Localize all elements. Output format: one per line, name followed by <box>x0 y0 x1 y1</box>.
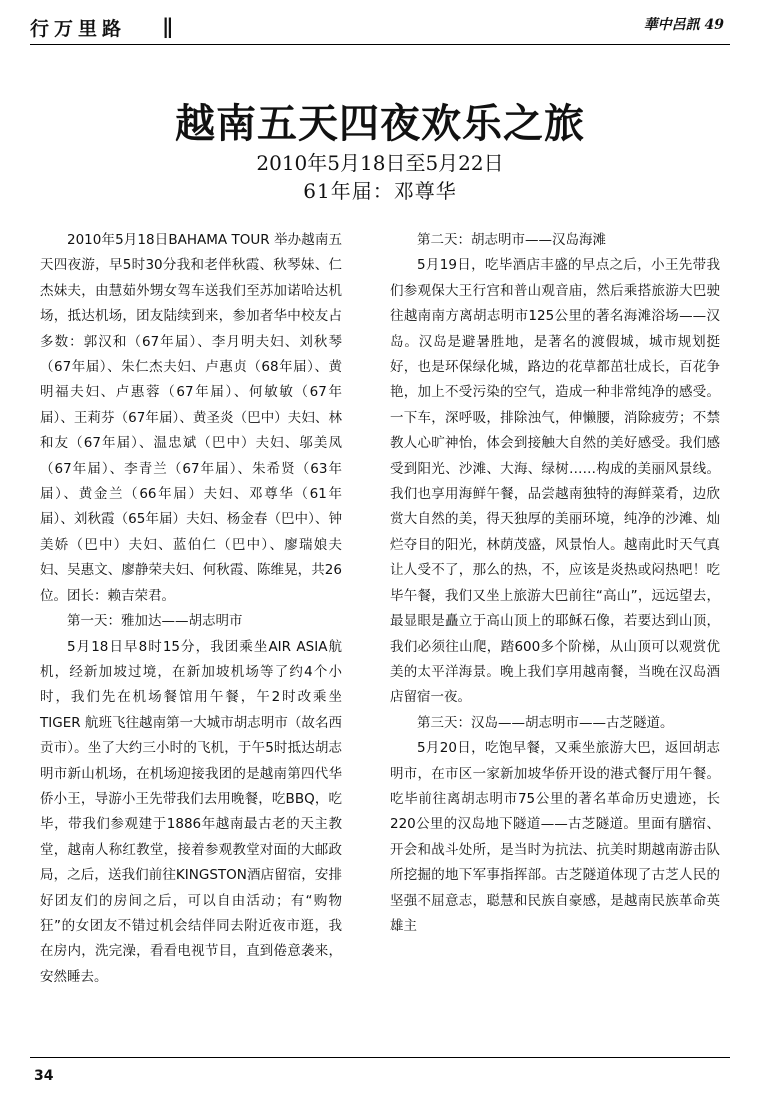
magazine-logo: 華中呂訊 <box>643 17 700 33</box>
article-author: 61年届：邓尊华 <box>303 179 457 203</box>
header-section-title: 行万里路 <box>30 18 127 40</box>
header-magazine-page <box>644 14 724 34</box>
left-column <box>40 228 342 990</box>
paragraph: 5月20日，吃饱早餐，又乘坐旅游大巴，返回胡志明市，在市区一家新加坡华侨开设的港式餐厅用午餐。吃毕前往离胡志明市75公里的著名革命历史遗迹，长220公里的汉岛地下隧道——古芝隧道。里面有膳宿、开会和战斗处所，是当时为抗法、抗美时期越南游击队所挖掘的地下军事指挥部。古芝隧道体现了古芝人民的坚强不屈意志，聪慧和民族自豪感，是越南民族革命英雄主 <box>390 740 720 934</box>
header-page-number: 49 <box>704 17 724 33</box>
header-rule <box>30 44 730 45</box>
section-heading: 第一天：雅加达——胡志明市 <box>67 613 243 630</box>
footer-page-number: 34 <box>34 1068 54 1084</box>
footer-rule <box>30 1057 730 1058</box>
article-date: 2010年5月18日至5月22日 <box>256 151 504 175</box>
right-column <box>390 228 720 939</box>
article-title: 越南五天四夜欢乐之旅 <box>175 100 585 147</box>
paragraph: 5月19日，吃毕酒店丰盛的早点之后，小王先带我们参观保大王行宫和普山观音庙，然后乘搭旅游大巴驶往越南南方离胡志明市125公里的著名海滩浴场——汉岛。汉岛是避暑胜地，是著名的渡假城，城市规划挺好，也是环保绿化城，路边的花草都茁壮成长，百花争艳，加上不受污染的空气，造成一种非常纯净的感受。一下车，深呼吸，排除浊气，伸懒腰，消除疲劳；不禁教人心旷神怡，体会到接触大自然的美好感受。我们感受到阳光、沙滩、大海、绿树……构成的美丽风景线。我们也享用海鲜午餐，品尝越南独特的海鲜菜肴，边欣赏大自然的美，得天独厚的美丽环境，纯净的沙滩、灿烂夺目的阳光，林荫茂盛，风景怡人。越南此时天气真让人受不了，那么的热，不，应该是炎热或闷热吧！吃毕午餐，我们又坐上旅游大巴前往“高山”，远远望去，最显眼是矗立于高山顶上的耶稣石像，若要达到山顶，我们必须往山爬，踏600多个阶梯，从山顶可以观赏优美的太平洋海景。晚上我们享用越南餐，当晚在汉岛酒店留宿一夜。 <box>390 257 720 706</box>
header-divider-bars: || <box>162 14 171 38</box>
section-heading: 第二天：胡志明市——汉岛海滩 <box>417 232 606 248</box>
section-heading: 第三天：汉岛——胡志明市——古芝隧道。 <box>417 714 674 731</box>
paragraph: 5月18日早8时15分，我团乘坐AIR ASIA航机，经新加坡过境，在新加坡机场等了约4个小时，我们先在机场餐馆用午餐，午2时改乘坐TIGER 航班飞往越南第一大城市胡志明市（故名西贡市）。坐了大约三小时的飞机，于午5时抵达胡志明市新山机场，在机场迎接我团的是越南第四代华侨小王，导游小王先带我们去用晚餐，吃BBQ，吃毕，带我们参观建于1886年越南最古老的天主教堂，越南人称红教堂，接着参观教堂对面的大邮政局，之后，送我们前往KINGSTON酒店留宿，安排好团友们的房间之后，可以自由活动；有“购物狂”的女团友不错过机会结伴同去附近夜市逛，我在房内，洗完澡，看看电视节目，直到倦意袭来，安然睡去。 <box>40 638 342 985</box>
paragraph: 2010年5月18日BAHAMA TOUR 举办越南五天四夜游，早5时30分我和老伴秋霞、秋琴妹、仁杰妹夫，由慧茹外甥女驾车送我们至苏加诺哈达机场，抵达机场，团友陆续到来，参加者华中校友占多数：郭汉和（67年届）、李月明夫妇、刘秋琴（67年届）、朱仁杰夫妇、卢惠贞（68年届）、黄明福夫妇、卢惠蓉（67年届）、何敏敏（67年届）、王莉芬（67年届）、黄圣炎（巴中）夫妇、林和友（67年届）、温忠斌（巴中）夫妇、邬美凤（67年届）、李青兰（67年届）、朱希贤（63年届）、黄金兰（66年届）夫妇、邓尊华（61年届）、刘秋霞（65年届）夫妇、杨金春（巴中）、钟美娇（巴中）夫妇、蓝伯仁（巴中）、廖瑞娘夫妇、吴惠文、廖静荣夫妇、何秋霞、陈维晃，共26位。团长：赖吉荣君。 <box>40 232 342 604</box>
